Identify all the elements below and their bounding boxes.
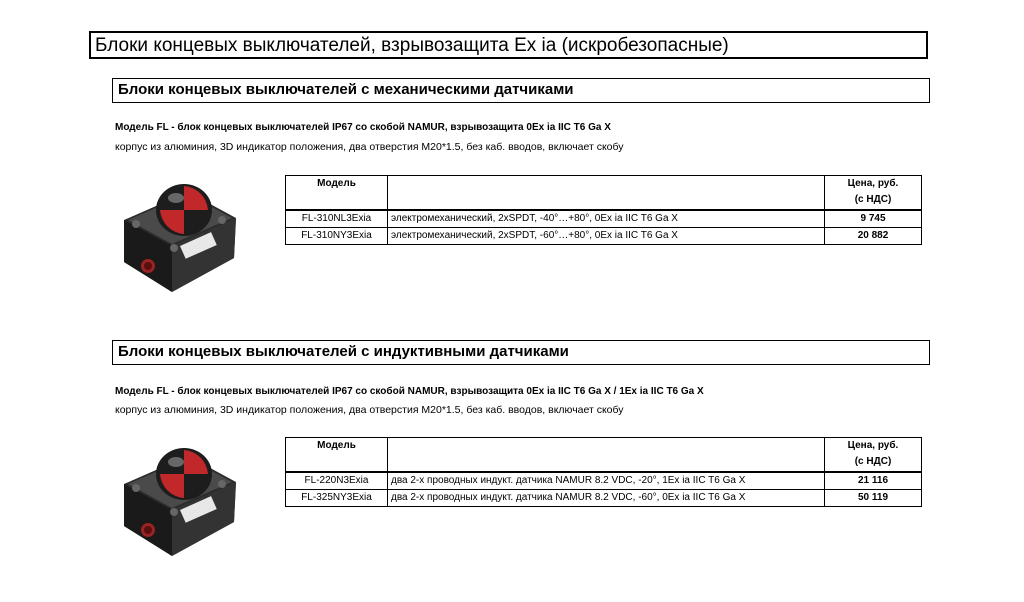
section-title-mechanical: Блоки концевых выключателей с механическими датчиками [112,78,930,103]
limit-switch-image [118,444,240,562]
model-cell: FL-220N3Exia [286,472,388,490]
limit-switch-image [118,180,240,298]
header-price: Цена, руб. (с НДС) [825,438,922,473]
section-title-inductive: Блоки концевых выключателей с индуктивными датчиками [112,340,930,365]
price-table-inductive [285,437,922,507]
page-title: Блоки концевых выключателей, взрывозащита Ex ia (искробезопасные) [89,31,928,59]
price-table-mechanical [285,175,922,245]
table-row [286,490,922,507]
model-line-inductive: Модель FL - блок концевых выключателей IP67 со скобой NAMUR, взрывозащита 0Ex ia IIC T6 Ga X / 1Ex ia IIC T6 Ga X [115,386,704,397]
table-row [286,210,922,228]
price-cell: 9 745 [825,210,922,228]
header-description [388,176,825,211]
description-mechanical: корпус из алюминия, 3D индикатор положения, два отверстия М20*1.5, без каб. вводов, включает скобу [115,141,624,153]
model-cell: FL-310NL3Exia [286,210,388,228]
header-model: Модель [286,438,388,473]
header-price: Цена, руб. (с НДС) [825,176,922,211]
price-cell: 50 119 [825,490,922,507]
header-description [388,438,825,473]
price-cell: 21 116 [825,472,922,490]
model-cell: FL-310NY3Exia [286,228,388,245]
table-row [286,228,922,245]
price-cell: 20 882 [825,228,922,245]
description-cell: электромеханический, 2xSPDT, -60°…+80°, 0Ex ia IIC T6 Ga X [388,228,825,245]
header-model: Модель [286,176,388,211]
description-cell: электромеханический, 2xSPDT, -40°…+80°, 0Ex ia IIC T6 Ga X [388,210,825,228]
model-line-mechanical: Модель FL - блок концевых выключателей IP67 со скобой NAMUR, взрывозащита 0Ex ia IIC T6 Ga X [115,122,611,133]
model-cell: FL-325NY3Exia [286,490,388,507]
description-cell: два 2-х проводных индукт. датчика NAMUR 8.2 VDC, -60°, 0Ex ia IIC T6 Ga X [388,490,825,507]
description-cell: два 2-х проводных индукт. датчика NAMUR 8.2 VDC, -20°, 1Ex ia IIC T6 Ga X [388,472,825,490]
description-inductive: корпус из алюминия, 3D индикатор положения, два отверстия М20*1.5, без каб. вводов, включает скобу [115,404,624,416]
table-row [286,472,922,490]
